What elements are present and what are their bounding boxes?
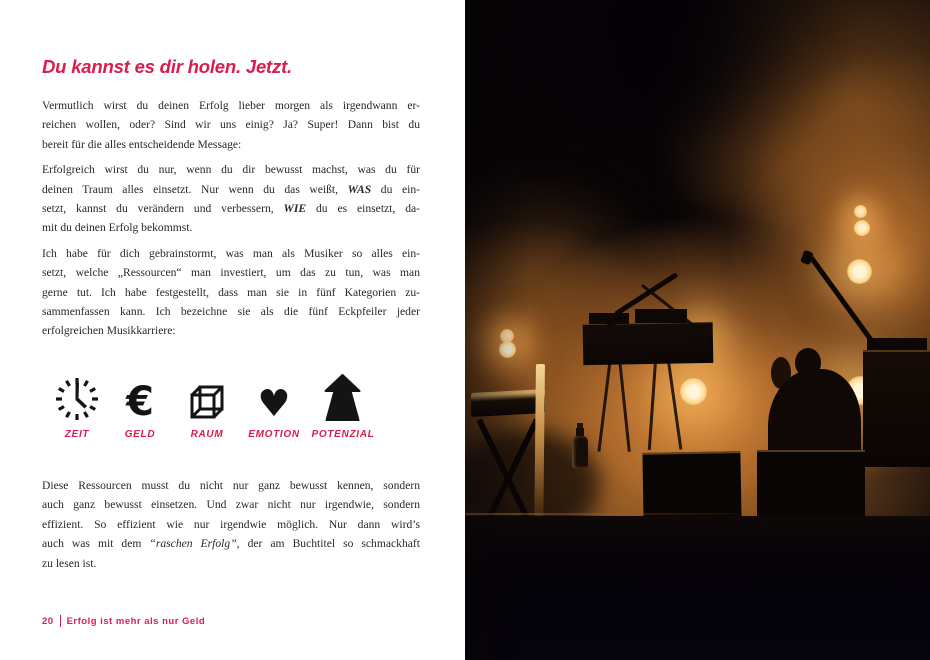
text-segment: mit du deinen Erfolg bekommst. [42, 221, 193, 235]
concert-stage-photo [465, 0, 930, 660]
text-segment: du ein- [371, 182, 420, 196]
text-segment: Erfolgreich wirst du nur, wenn du dir bewusst machst, was du für [42, 163, 420, 177]
paragraph [42, 244, 420, 341]
pillar-label: ZEIT [64, 429, 90, 440]
text-line [42, 199, 420, 218]
text-line [42, 160, 420, 179]
cube-icon [187, 372, 227, 422]
text-line [42, 96, 420, 115]
text-line [42, 115, 420, 134]
pillar-label: RAUM [190, 429, 224, 440]
euro-icon: € [126, 379, 154, 425]
text-segment: effizient. So effizient wie nur irgendwie möglich. Nur dann wird’s [42, 517, 420, 531]
pillar-zeit [54, 372, 100, 440]
pillar-geld [125, 372, 156, 440]
arrow-up-icon [324, 372, 362, 422]
monitor-speaker-silhouette [757, 450, 865, 524]
text-segment: erfolgreichen Musikkarriere: [42, 324, 176, 338]
text-line [42, 135, 420, 154]
text-segment: Vermutlich wirst du deinen Erfolg lieber morgen als irgendwann er- [42, 99, 420, 112]
text-line [42, 495, 420, 514]
text-line [42, 321, 420, 340]
text-line [42, 283, 420, 302]
pillar-raum [187, 372, 227, 440]
pillar-potenzial [312, 372, 375, 440]
text-line [42, 244, 420, 263]
stage-light-flare [854, 205, 867, 218]
text-segment: setzt, welche „Ressourcen“ man investiert, um das zu tun, was man [42, 266, 420, 280]
text-segment: “raschen Erfolg” [149, 537, 237, 551]
text-segment: zu lesen ist. [42, 556, 97, 570]
text-segment: WAS [347, 182, 372, 196]
closing-paragraphs [42, 476, 420, 579]
equipment-table-silhouette [583, 322, 714, 365]
text-segment: gerne tut. Ich habe festgestellt, dass man sie in fünf Kategorien zu- [42, 285, 420, 299]
footer-divider [60, 615, 61, 627]
text-line [42, 218, 420, 237]
keyboard-silhouette [471, 389, 545, 417]
text-segment: du es einsetzt, da- [306, 201, 420, 215]
text-segment: WIE [283, 201, 307, 215]
paragraph [42, 160, 420, 238]
right-equipment-silhouette [863, 350, 930, 467]
pillar-label: EMOTION [248, 429, 300, 440]
text-segment: Ich habe für dich gebrainstormt, was man als Musiker so alles ein- [42, 246, 420, 260]
stage-light-flare [847, 259, 872, 284]
stage-light-flare [680, 378, 707, 405]
pillar-emotion [248, 372, 300, 440]
text-segment: deinen Traum alles einsetzt. Nur wenn du das weißt, [42, 182, 348, 196]
stage-edge-highlight [465, 513, 765, 515]
clock-icon [54, 372, 100, 422]
text-line [42, 534, 420, 553]
page-footer [42, 615, 205, 627]
text-line [42, 476, 420, 495]
text-segment: reichen wollen, oder? Sind wir uns einig? Ja? Super! Dann bist du [42, 118, 420, 132]
water-bottle-silhouette [572, 436, 588, 468]
pillar-label: POTENZIAL [311, 429, 375, 440]
paragraph [42, 476, 420, 573]
intro-paragraphs [42, 96, 420, 347]
heart-icon: ♥ [257, 382, 291, 425]
stage-light-flare [854, 220, 870, 236]
water-bottle-cap [577, 423, 583, 428]
stage-front [465, 516, 930, 660]
text-segment: bereit für die alles entscheidende Message: [42, 137, 242, 151]
text-line [42, 263, 420, 282]
text-line [42, 554, 420, 573]
text-line [42, 302, 420, 321]
text-segment: Diese Ressourcen musst du nicht nur ganz bewusst kennen, sondern [42, 479, 420, 492]
text-segment: sammenfassen kann. Ich bezeichne sie als die fünf Eckpfeiler jeder [42, 304, 420, 318]
page-title: Du kannst es dir holen. Jetzt. [42, 56, 292, 77]
text-segment: , der am Buchtitel so schmackhaft [236, 537, 420, 551]
text-line [42, 180, 420, 199]
running-title: Erfolg ist mehr als nur Geld [66, 615, 206, 627]
pillar-label: GELD [124, 429, 156, 440]
page-number: 20 [42, 615, 54, 627]
text-segment: auch ganz bewusst einsetzen. Und zwar nicht nur irgendwie, sondern [42, 498, 420, 512]
paragraph [42, 96, 420, 154]
stage-light-flare [499, 341, 516, 358]
text-segment: setzt, kannst du verändern und verbessern, [42, 201, 284, 215]
resource-pillars [0, 372, 465, 444]
text-line [42, 515, 420, 534]
text-segment: auch was mit dem [42, 537, 150, 551]
